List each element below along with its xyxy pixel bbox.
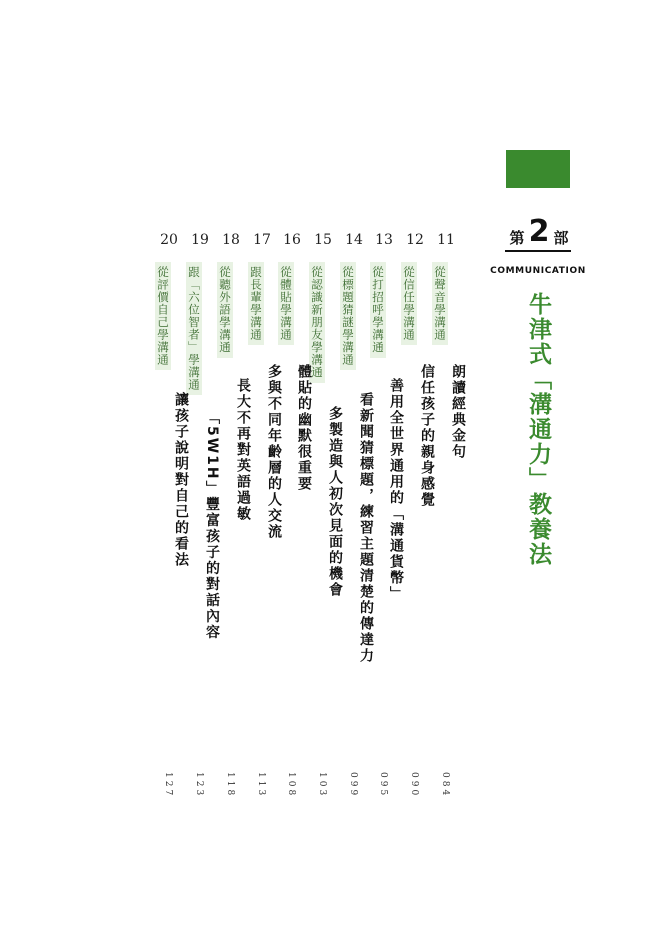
toc-entry[interactable]	[309, 0, 343, 932]
chapter-subtitle: 從聲音學溝通	[432, 262, 448, 345]
chapter-number: 14	[345, 232, 363, 248]
toc-entry[interactable]	[401, 0, 435, 932]
toc-entry[interactable]	[248, 0, 282, 932]
part-number: 2	[528, 214, 550, 249]
chapter-title: 善用全世界通用的「溝通貨幣」	[388, 378, 404, 602]
chapter-title: 信任孩子的親身感覺	[419, 364, 435, 508]
page-number: 123	[194, 772, 204, 799]
chapter-title: 「5W1H」豐富孩子的對話內容	[204, 410, 220, 641]
chapter-subtitle: 跟「六位智者」學溝通	[186, 262, 202, 395]
chapter-subtitle: 從評價自己學溝通	[155, 262, 171, 370]
toc-entry[interactable]	[155, 0, 189, 932]
chapter-number: 13	[375, 232, 393, 248]
page-number: 099	[348, 772, 358, 799]
chapter-number: 17	[253, 232, 271, 248]
page-number: 127	[163, 772, 173, 799]
chapter-subtitle: 從標題猜謎學溝通	[340, 262, 356, 370]
chapter-title: 體貼的幽默很重要	[296, 364, 312, 492]
chapter-number: 19	[191, 232, 209, 248]
chapter-title: 長大不再對英語過敏	[235, 378, 251, 522]
chapter-subtitle: 從聽外語學溝通	[217, 262, 233, 358]
chapter-title: 看新聞猜標題，練習主題清楚的傳達力	[358, 392, 374, 664]
chapter-subtitle: 從打招呼學溝通	[370, 262, 386, 358]
part-suffix: 部	[553, 229, 569, 247]
chapter-subtitle: 從體貼學溝通	[278, 262, 294, 345]
chapter-number: 18	[222, 232, 240, 248]
chapter-subtitle: 跟長輩學溝通	[248, 262, 264, 345]
toc-entry[interactable]	[186, 0, 220, 932]
page-number: 095	[378, 772, 388, 799]
chapter-title: 多製造與人初次見面的機會	[327, 406, 343, 598]
part-rule	[505, 250, 571, 252]
chapter-subtitle: 從信任學溝通	[401, 262, 417, 345]
chapter-number: 16	[283, 232, 301, 248]
page-number: 118	[225, 772, 235, 799]
part-label	[504, 214, 574, 248]
part-prefix: 第	[509, 229, 525, 247]
part-title: 牛津式「溝通力」教養法	[525, 292, 551, 567]
part-color-block	[506, 150, 570, 188]
chapter-number: 15	[314, 232, 332, 248]
chapter-title: 朗讀經典金句	[450, 364, 466, 460]
page-number: 103	[317, 772, 327, 799]
page-number: 113	[256, 772, 266, 799]
page-number: 108	[286, 772, 296, 799]
toc-entry[interactable]	[432, 0, 466, 932]
part-english-label: COMMUNICATION	[490, 266, 586, 276]
toc-entry[interactable]	[340, 0, 374, 932]
chapter-subtitle: 從認識新朋友學溝通	[309, 262, 325, 383]
page-number: 090	[409, 772, 419, 799]
chapter-number: 20	[160, 232, 178, 248]
chapter-number: 11	[437, 232, 455, 248]
chapter-title: 多與不同年齡層的人交流	[266, 364, 282, 540]
toc-entry[interactable]	[217, 0, 251, 932]
page-number: 084	[440, 772, 450, 799]
chapter-number: 12	[406, 232, 424, 248]
chapter-title: 讓孩子說明對自己的看法	[173, 392, 189, 568]
